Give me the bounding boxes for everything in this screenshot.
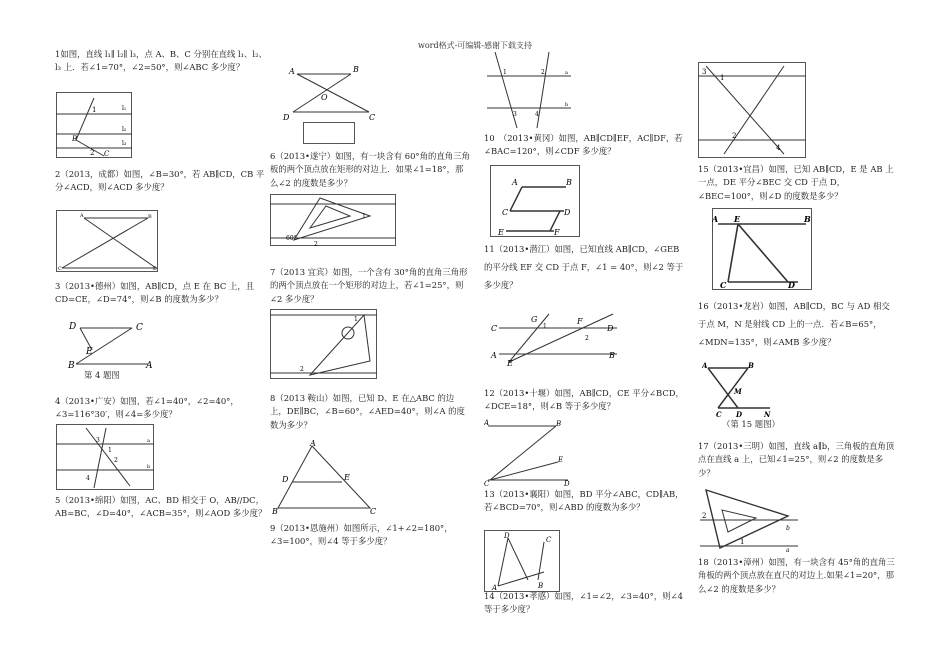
label-D: D bbox=[788, 280, 795, 290]
label-b: b bbox=[786, 525, 790, 532]
figure-4 bbox=[56, 424, 154, 490]
label-B: B bbox=[148, 214, 152, 220]
label-C: C bbox=[370, 507, 377, 516]
figure-10 bbox=[490, 165, 580, 237]
label-B: B bbox=[566, 178, 572, 187]
label-A: A bbox=[491, 351, 497, 360]
label-C: C bbox=[369, 113, 376, 122]
figure-12 bbox=[484, 416, 574, 486]
label-1: 1 bbox=[362, 213, 366, 220]
figure-13 bbox=[484, 530, 560, 592]
label-1: 1 bbox=[503, 69, 507, 76]
blank-box bbox=[303, 122, 355, 144]
label-a: a bbox=[565, 70, 568, 76]
label-b: b bbox=[565, 102, 569, 108]
label-3: 3 bbox=[702, 68, 707, 76]
problem-10: 10 （2013•黄冈）如图，AB∥CD∥EF，AC∥DF，若∠BAC=120°，则∠CDF 多少度？ bbox=[484, 133, 683, 157]
label-F: F bbox=[577, 317, 583, 326]
problem-4: 4（2013•广安）如图，若∠1=40°，∠2=40°，∠3=116°30′，则∠4=多少度？ bbox=[55, 396, 239, 420]
problem-12: 12（2013•十堰）如图，AB∥CD，CE 平分∠BCD，∠DCE=18°，则∠B 等于多少度？ bbox=[484, 388, 684, 412]
label-2: 2 bbox=[585, 335, 589, 342]
label-4: 4 bbox=[535, 111, 539, 118]
label-1: 1 bbox=[108, 447, 112, 454]
label-N: N bbox=[764, 410, 771, 418]
label-B: B bbox=[68, 361, 75, 370]
label-D: D bbox=[607, 324, 614, 333]
figure-5 bbox=[281, 62, 381, 124]
problem-11: 11（2013•潜江）如图，已知直线 AB∥CD，∠GEB 的平分线 EF 交 CD 于点 F，∠1 = 40°，则∠2 等于多少度？ bbox=[484, 244, 684, 290]
problem-15: 15（2013•宜昌）如图，已知 AB∥CD，E 是 AB 上一点，DE 平分∠BEC 交 CD 于点 D，∠BEC=100°，则∠D 的度数是多少？ bbox=[698, 164, 894, 201]
figure-6 bbox=[270, 194, 396, 246]
label-A: A bbox=[712, 214, 719, 224]
label-B: B bbox=[353, 65, 359, 74]
label-A: A bbox=[146, 361, 153, 370]
problem-9: 9（2013•恩施州）如图所示，∠1+∠2=180°，∠3=100°，则∠4 等于多少度？ bbox=[270, 523, 453, 547]
label-B: B bbox=[609, 351, 615, 360]
label-3: 3 bbox=[96, 437, 100, 444]
figure-7 bbox=[270, 309, 377, 379]
problem-3: 3（2013•德州）如图，AB∥CD，点 E 在 BC 上，且 CD=CE，∠D=74°，则∠B 的度数为多少？ bbox=[55, 281, 255, 305]
label-C: C bbox=[491, 324, 498, 333]
label-A: A bbox=[80, 213, 84, 219]
label-C: C bbox=[104, 150, 110, 158]
label-C: C bbox=[136, 323, 143, 333]
label-C: C bbox=[502, 208, 509, 217]
label-A: A bbox=[310, 440, 316, 448]
label-D: D bbox=[564, 208, 571, 217]
label-D: D bbox=[69, 322, 77, 332]
label-B: B bbox=[556, 420, 562, 428]
label-3: 3 bbox=[513, 111, 517, 118]
label-D: D bbox=[282, 475, 289, 484]
problem-13: 13（2013•襄阳）如图，BD 平分∠ABC，CD∥AB，若∠BCD=70°，则∠ABD 的度数为多少？ bbox=[484, 489, 684, 513]
label-G: G bbox=[531, 315, 538, 324]
label-E: E bbox=[344, 473, 350, 482]
label-60deg: 60° bbox=[286, 235, 297, 242]
figure-17 bbox=[700, 486, 798, 552]
page-header: word格式-可编辑-感谢下载支持 bbox=[417, 41, 532, 50]
label-O: O bbox=[321, 93, 328, 102]
problem-17: 17（2013•三明）如图，直线 a∥b，三角板的直角顶点在直线 a 上，已知∠1=25°，则∠2 的度数是多少？ bbox=[698, 441, 895, 478]
caption-fig15: （第 15 题图） bbox=[722, 419, 780, 429]
label-1: 1 bbox=[543, 323, 547, 330]
label-A: A bbox=[702, 361, 708, 370]
label-1: 1 bbox=[740, 538, 745, 546]
label-a: a bbox=[147, 438, 150, 444]
label-B: B bbox=[804, 214, 811, 224]
label-E: E bbox=[507, 359, 513, 366]
figure-14 bbox=[698, 62, 806, 158]
label-B: B bbox=[272, 507, 278, 516]
problem-14: 14（2013•孝感）如图，∠1=∠2，∠3=40°，则∠4 等于多少度？ bbox=[484, 591, 683, 615]
label-1: 1 bbox=[354, 316, 358, 323]
label-E: E bbox=[86, 347, 93, 357]
label-A: A bbox=[289, 67, 295, 76]
problem-16: 16（2013•龙岩）如图，AB∥CD，BC 与 AD 相交于点 M，N 是射线 CD 上的一点．若∠B=65°，∠MDN=135°，则∠AMB 多少度？ bbox=[698, 301, 890, 347]
label-B: B bbox=[72, 135, 78, 143]
label-D: D bbox=[504, 532, 510, 540]
label-C: C bbox=[716, 410, 722, 418]
label-2: 2 bbox=[702, 512, 707, 520]
label-C: C bbox=[484, 480, 490, 486]
problem-18: 18（2013•漳州）如图，有一块含有 45°角的直角三角板的两个顶点放在直尺的对边上.如果∠1=20°，那么∠2 的度数是多少？ bbox=[698, 557, 895, 594]
problem-2: 2（2013，成都）如图，∠B=30°，若 AB∥CD，CB 平分∠ACD，则∠ACD 多少度？ bbox=[55, 169, 265, 193]
label-A: A bbox=[484, 419, 490, 427]
label-l2: l₂ bbox=[122, 126, 127, 133]
label-2: 2 bbox=[114, 457, 118, 464]
label-D: D bbox=[283, 113, 290, 122]
label-l3: l₃ bbox=[122, 140, 127, 147]
label-F: F bbox=[554, 228, 560, 237]
label-l1: l₁ bbox=[122, 105, 127, 112]
label-D: D bbox=[153, 266, 158, 272]
figure-15 bbox=[712, 208, 812, 290]
label-D: D bbox=[564, 480, 570, 486]
problem-6: 6（2013•遂宁）如图，有一块含有 60°角的直角三角板的两个顶点放在矩形的对边上．如果∠1=18°，那么∠2 的度数是多少？ bbox=[270, 151, 470, 188]
label-2: 2 bbox=[300, 366, 304, 373]
label-b: b bbox=[147, 464, 151, 470]
label-E: E bbox=[558, 456, 564, 464]
label-A: A bbox=[512, 178, 518, 187]
problem-7: 7（2013 宜宾）如图，一个含有 30°角的直角三角形的两个顶点放在一个矩形的对边上，若∠1=25°，则∠2 多少度？ bbox=[270, 267, 468, 304]
caption-fig4: 第 4 题图 bbox=[84, 370, 120, 380]
problem-8: 8（2013 鞍山）如图，已知 D、E 在△ABC 的边上，DE∥BC，∠B=60°，∠AED=40°，则∠A 的度数为多少？ bbox=[270, 393, 465, 430]
figure-9 bbox=[487, 50, 571, 128]
label-E: E bbox=[734, 214, 741, 224]
label-B: B bbox=[538, 582, 544, 590]
label-M: M bbox=[734, 387, 742, 396]
label-4: 4 bbox=[86, 475, 90, 482]
problem-5: 5（2013•绵阳）如图，AC、BD 相交于 O，AB//DC，AB=BC，∠D=40°，∠ACB=35°，则∠AOD 多少度？ bbox=[55, 495, 267, 519]
label-C: C bbox=[720, 280, 727, 290]
label-4: 4 bbox=[776, 144, 781, 152]
figure-8 bbox=[270, 440, 378, 516]
figure-3 bbox=[66, 318, 158, 370]
label-2: 2 bbox=[90, 149, 95, 157]
label-a: a bbox=[786, 547, 790, 552]
label-E: E bbox=[498, 228, 504, 237]
label-C: C bbox=[546, 536, 552, 544]
figure-16 bbox=[702, 360, 774, 418]
label-B: B bbox=[748, 361, 754, 370]
label-2: 2 bbox=[732, 132, 737, 140]
label-A: A bbox=[492, 584, 498, 592]
label-2: 2 bbox=[541, 69, 545, 76]
figure-1 bbox=[56, 92, 132, 158]
figure-2 bbox=[56, 210, 158, 272]
label-1: 1 bbox=[92, 106, 97, 114]
label-D: D bbox=[736, 410, 743, 418]
label-2: 2 bbox=[314, 241, 318, 246]
label-C: C bbox=[58, 266, 62, 272]
problem-1: 1如图，直线 l₁∥ l₂∥ l₃，点 A、B、C 分别在直线 l₁、l₂、l₃ 上．若∠1=70°，∠2=50°，则∠ABC 多少度？ bbox=[55, 49, 267, 73]
figure-11 bbox=[487, 308, 619, 366]
label-1: 1 bbox=[720, 74, 725, 82]
